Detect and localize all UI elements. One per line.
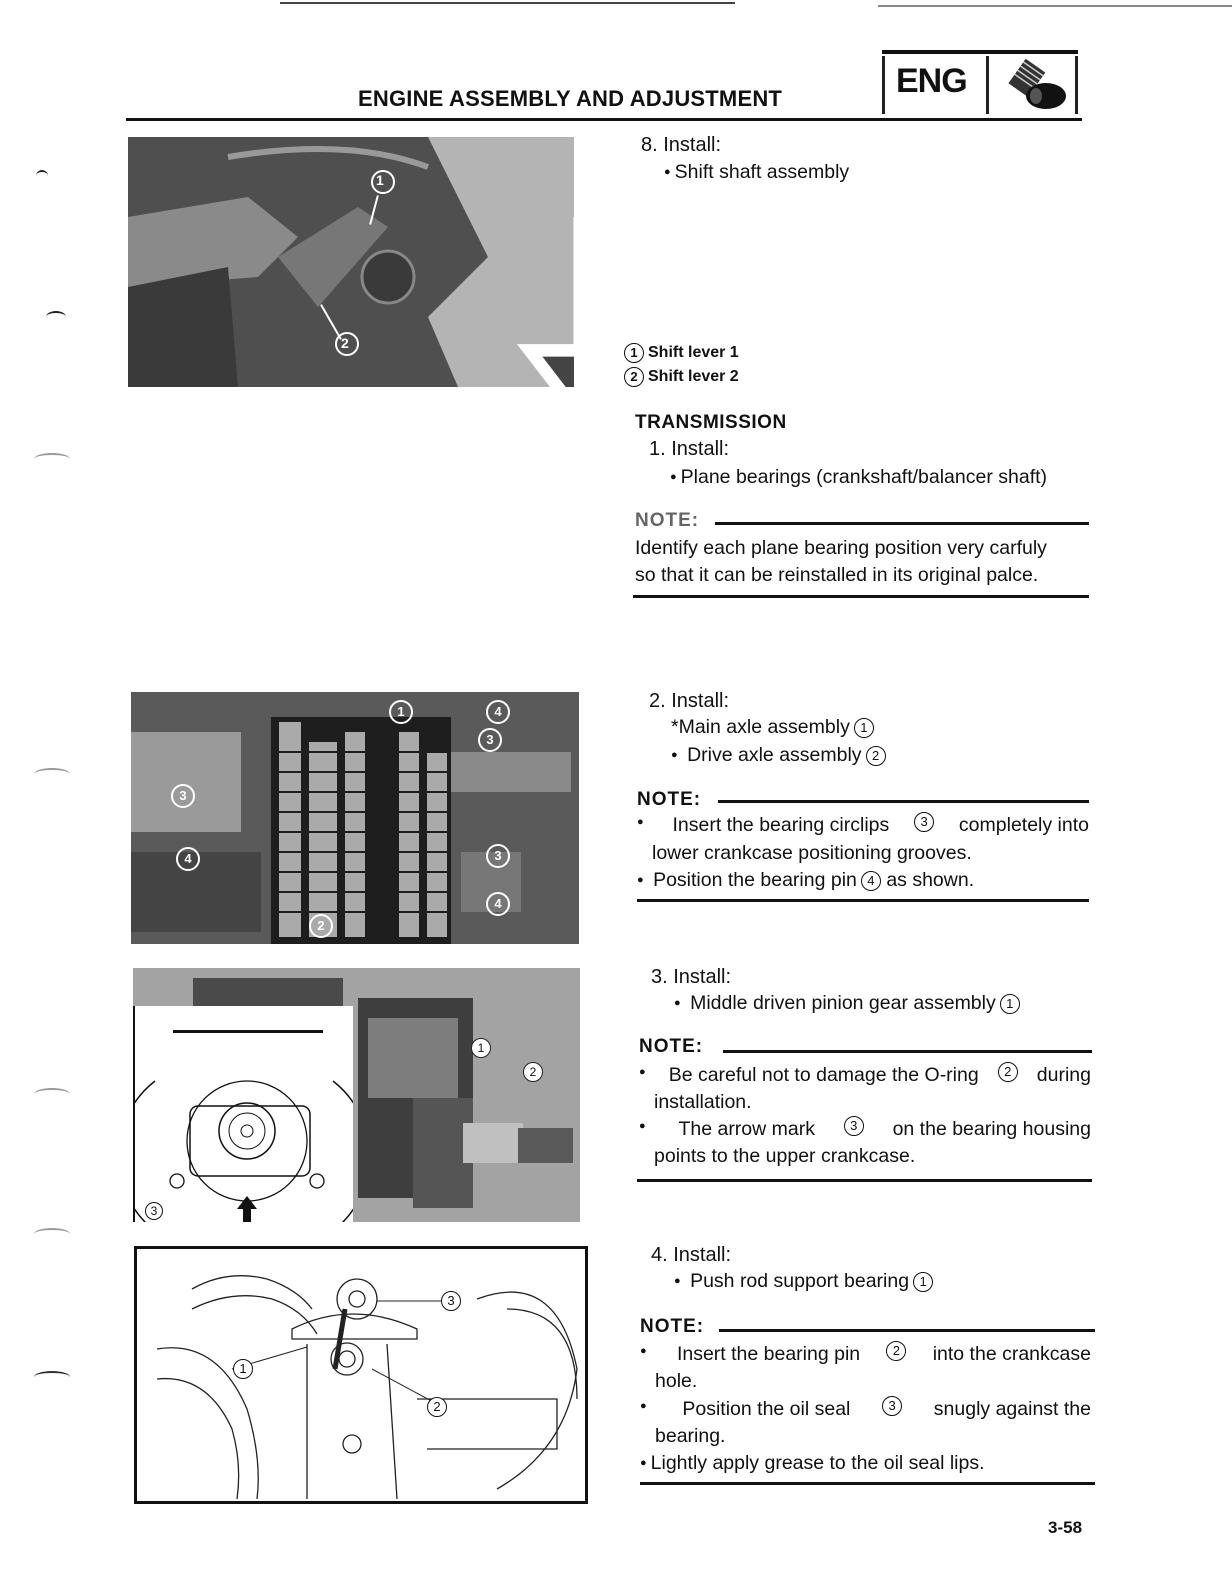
note-text: during (1036, 1064, 1091, 1086)
callout-1: 1 (389, 700, 413, 724)
engine-piston-icon (994, 56, 1074, 114)
badge-divider (986, 56, 989, 114)
ref-number: 2 (866, 746, 886, 766)
note-text-line-2: bearing. (655, 1425, 726, 1447)
callout-number: 2 (624, 367, 644, 387)
step-8-title: 8. Install: (641, 134, 722, 156)
callout-1: 1 (471, 1038, 491, 1058)
step-3-title: 3. Install: (651, 966, 732, 988)
transmission-photo (131, 692, 579, 944)
item-label: Middle driven pinion gear assembly (690, 992, 996, 1014)
bearing-line-drawing (137, 1249, 585, 1501)
note-rule (718, 800, 1089, 803)
note-text-line-2: so that it can be reinstalled in its original palce. (635, 564, 1039, 586)
note-text-line-2: lower crankcase positioning grooves. (652, 842, 972, 864)
pinion-gear-photo (133, 968, 580, 1222)
badge-divider (1075, 56, 1078, 114)
note-end-rule (637, 899, 1089, 902)
note-rule (719, 1329, 1095, 1332)
note-label: NOTE: (640, 1316, 705, 1337)
callout-4: 4 (176, 847, 200, 871)
note-text: ● The arrow mark (678, 1118, 815, 1140)
ref-number: 1 (913, 1272, 933, 1292)
callout-4: 4 (486, 892, 510, 916)
step-1-item: ● Plane bearings (crankshaft/balancer shaft) (670, 464, 1047, 493)
note-bullet-1 (640, 1341, 1091, 1367)
arrow-down-icon (390, 217, 574, 387)
note-text: ● Position the oil seal (682, 1398, 851, 1420)
bearing-housing-drawing (135, 1036, 353, 1222)
note-text: completely into (958, 814, 1089, 836)
callout-2: 2 (427, 1397, 447, 1417)
item-label: *Main axle assembly (671, 716, 850, 738)
item-label: Drive axle assembly (687, 744, 862, 766)
ref-number: 4 (861, 871, 881, 891)
note-rule (715, 522, 1089, 525)
note-bullet-2 (637, 867, 974, 896)
callout-1: 1 (233, 1359, 253, 1379)
note-text-line-2: installation. (654, 1091, 752, 1113)
callout-2: 2 (309, 914, 333, 938)
note-text: snugly against the (933, 1398, 1091, 1420)
note-label: NOTE: (635, 510, 700, 531)
step-4-title: 4. Install: (651, 1244, 732, 1266)
ref-number: 3 (844, 1116, 864, 1136)
note-label: NOTE: (639, 1036, 704, 1057)
note-text-line-2: hole. (655, 1370, 698, 1392)
note-text: Position the bearing pin (653, 869, 857, 891)
callout-3: 3 (145, 1202, 163, 1220)
margin-mark (34, 453, 70, 465)
note-text: on the bearing housing (892, 1118, 1091, 1140)
step-4-item (674, 1268, 933, 1297)
margin-mark (34, 768, 70, 780)
legend-label: Shift lever 2 (648, 368, 739, 385)
page-header-title: ENGINE ASSEMBLY AND ADJUSTMENT (358, 86, 783, 111)
badge-divider (882, 56, 885, 114)
step-2-item-1 (671, 714, 874, 740)
note-rule (723, 1050, 1092, 1053)
top-scan-line-right (878, 5, 1232, 7)
callout-3: 3 (171, 784, 195, 808)
top-scan-line-left (280, 2, 735, 4)
ref-number: 1 (1000, 994, 1020, 1014)
step-2-title: 2. Install: (649, 690, 730, 712)
ref-number: 2 (998, 1062, 1018, 1082)
margin-mark (34, 1228, 70, 1240)
margin-mark (46, 311, 66, 323)
callout-3: 3 (486, 844, 510, 868)
note-text: ● Be careful not to damage the O-ring (668, 1064, 979, 1086)
section-heading-transmission: TRANSMISSION (635, 412, 787, 433)
shift-shaft-photo (128, 137, 574, 387)
note-bullet-2 (639, 1116, 1091, 1142)
ref-number: 1 (854, 718, 874, 738)
note-end-rule (633, 595, 1089, 598)
inset-diagram (133, 1006, 353, 1222)
header-rule (126, 118, 1082, 121)
ref-number: 3 (882, 1396, 902, 1416)
note-bullet-3: ● Lightly apply grease to the oil seal lips. (640, 1450, 985, 1479)
margin-mark (36, 170, 48, 182)
item-label: Push rod support bearing (690, 1270, 910, 1292)
callout-2: 2 (523, 1062, 543, 1082)
note-text: as shown. (886, 869, 975, 891)
note-text: ● Insert the bearing circlips (672, 814, 890, 836)
step-3-item (674, 990, 1020, 1019)
ref-number: 3 (914, 812, 934, 832)
callout-1: 1 (376, 172, 384, 188)
step-8-item: ● Shift shaft assembly (664, 159, 849, 188)
margin-mark (34, 1088, 70, 1100)
inset-rule (173, 1030, 323, 1033)
callout-2: 2 (341, 335, 349, 351)
note-end-rule (640, 1482, 1095, 1485)
note-bullet-1 (639, 1062, 1091, 1088)
callout-number: 1 (624, 343, 644, 363)
push-rod-bearing-drawing (134, 1246, 588, 1504)
badge-label: ENG (896, 62, 967, 100)
ref-number: 2 (886, 1341, 906, 1361)
step-2-item-2 (671, 742, 886, 771)
badge-top-bar (882, 50, 1078, 54)
note-bullet-1 (637, 812, 1089, 838)
note-label: NOTE: (637, 789, 702, 810)
note-text: into the crankcase (932, 1343, 1091, 1365)
callout-3: 3 (478, 728, 502, 752)
page-number: 3-58 (1048, 1518, 1083, 1537)
legend-item-2 (624, 364, 739, 390)
note-text: ● Insert the bearing pin (676, 1343, 861, 1365)
callout-4-top: 4 (486, 700, 510, 724)
callout-3: 3 (441, 1291, 461, 1311)
margin-mark (34, 1371, 70, 1383)
legend-label: Shift lever 1 (648, 344, 739, 361)
note-text-line-1: Identify each plane bearing position very carfuly (635, 537, 1047, 559)
step-1-title: 1. Install: (649, 438, 730, 460)
legend-item-1 (624, 340, 739, 366)
section-badge (882, 50, 1078, 116)
note-end-rule (637, 1179, 1092, 1182)
note-bullet-2 (640, 1396, 1091, 1422)
note-text-line-2: points to the upper crankcase. (654, 1145, 916, 1167)
